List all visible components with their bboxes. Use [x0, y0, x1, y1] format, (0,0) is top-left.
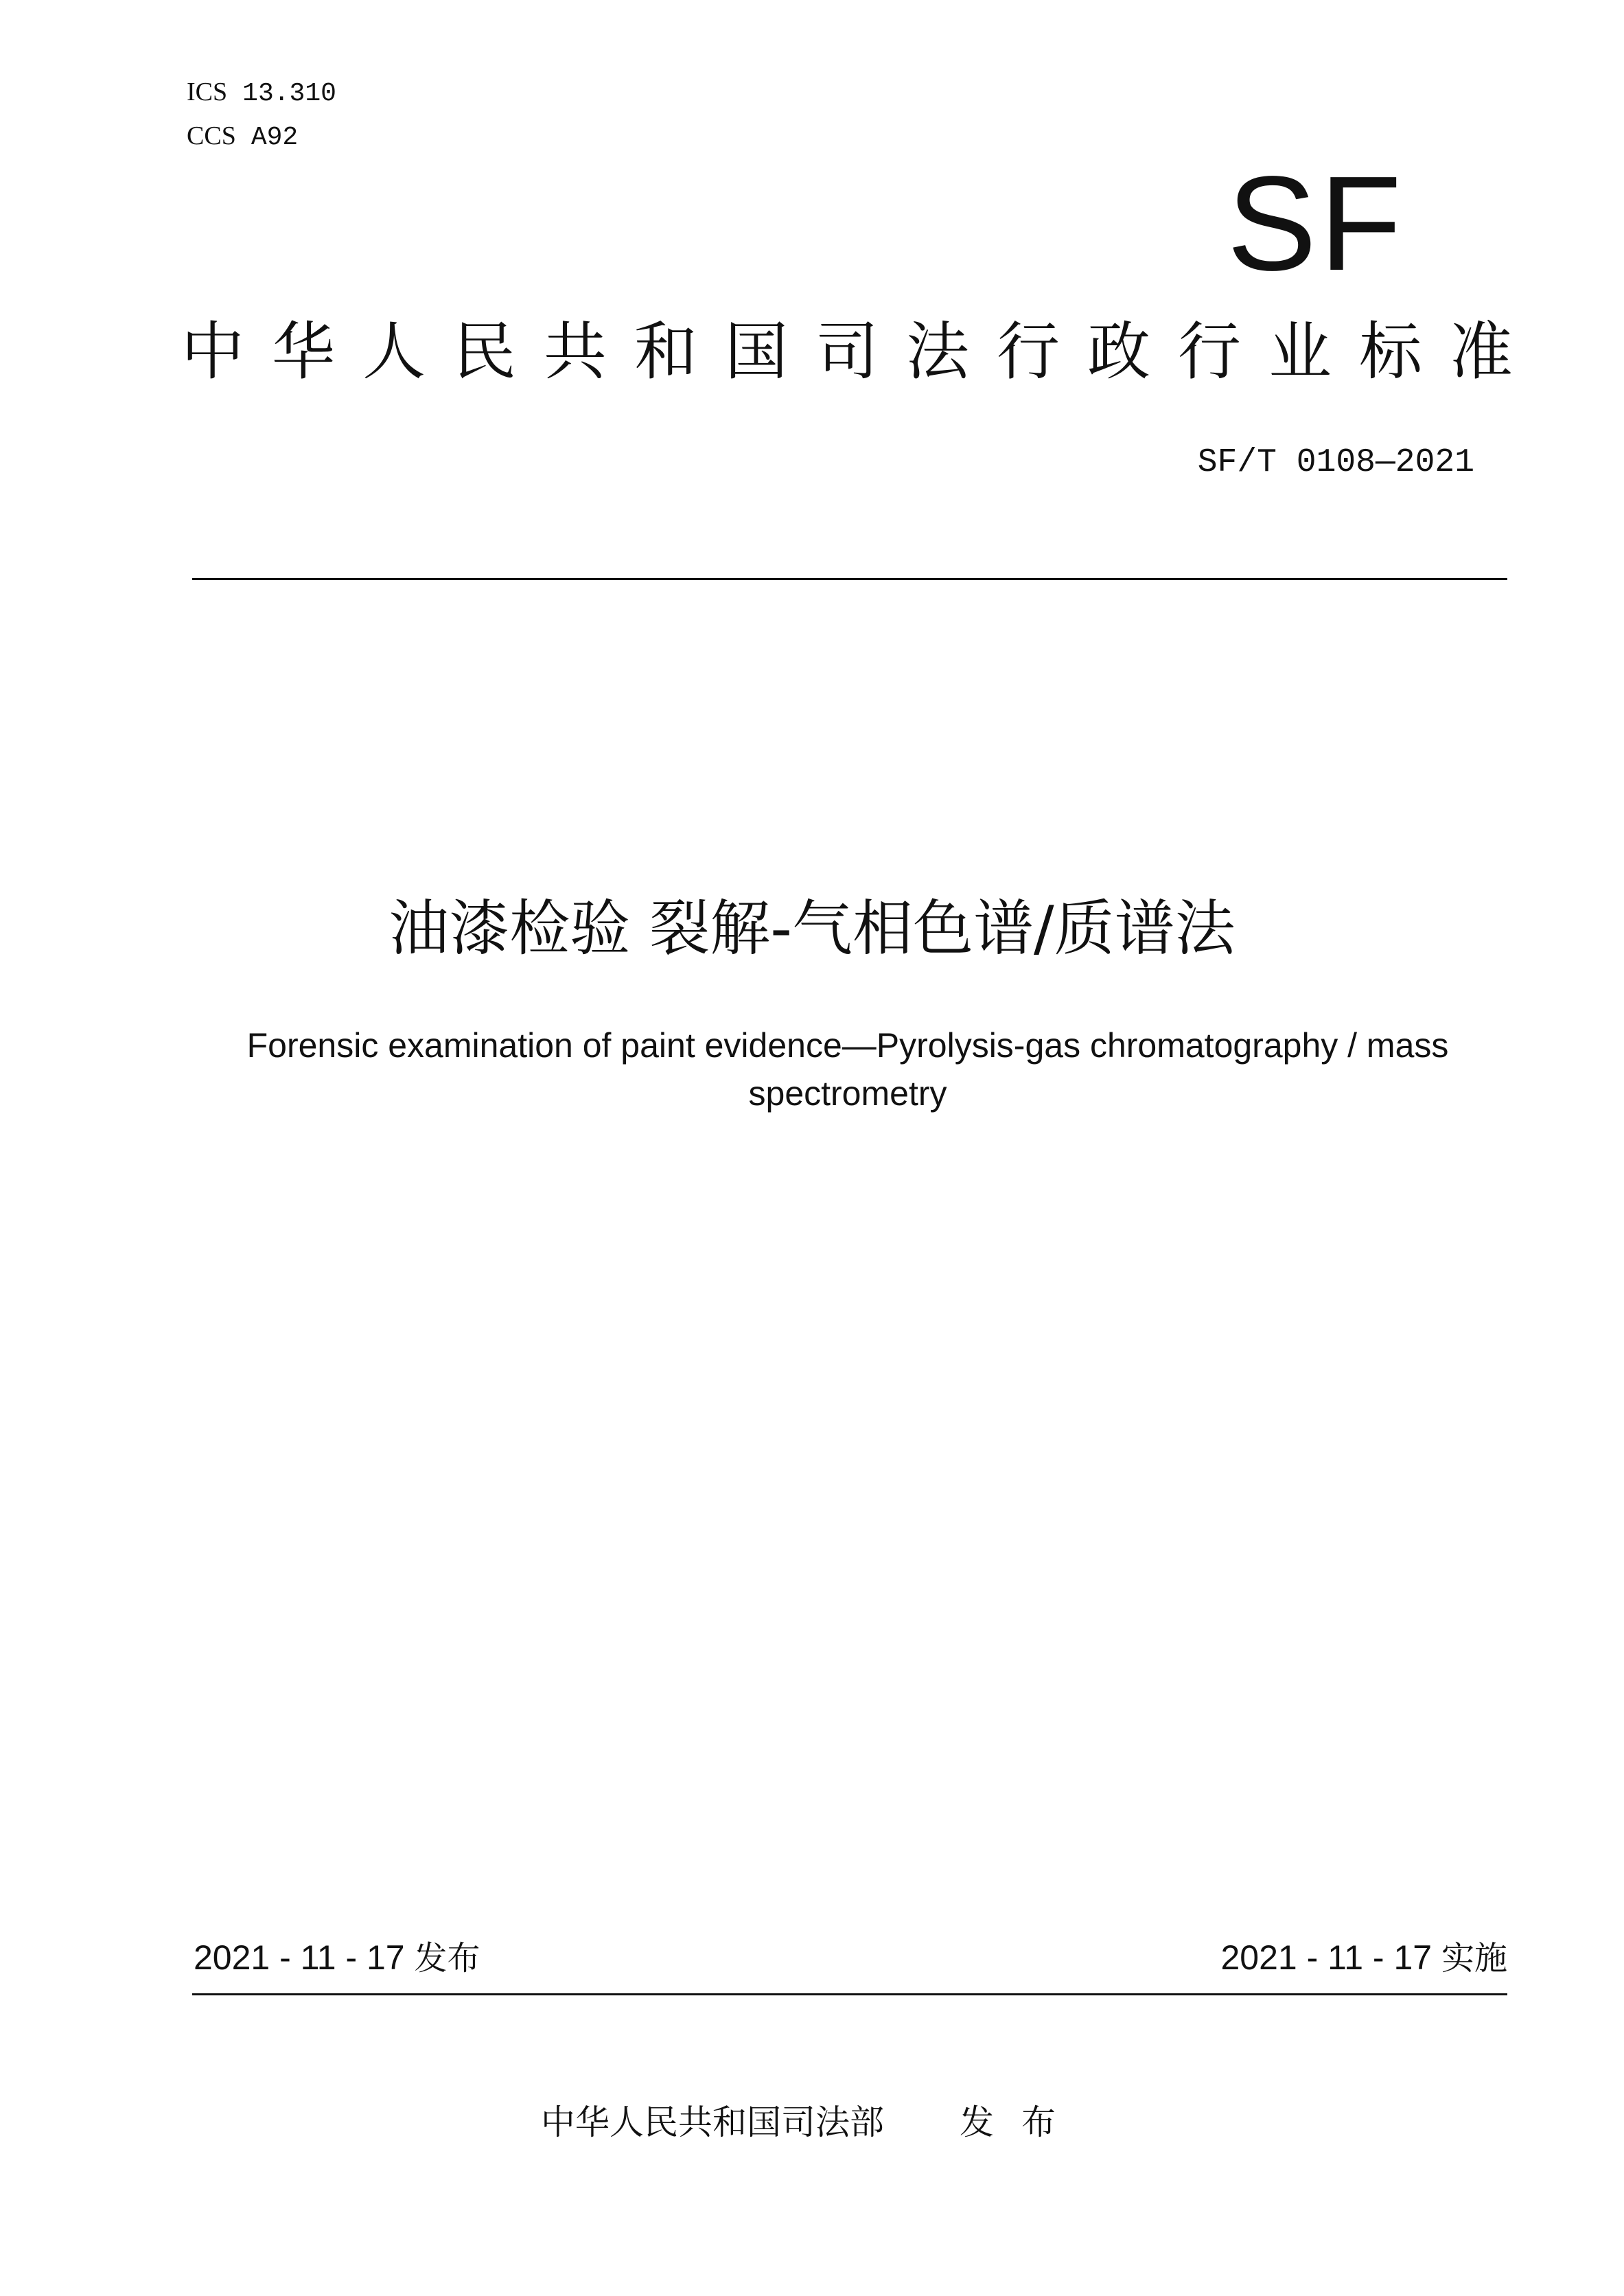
publisher-name: 中华人民共和国司法部: [541, 2102, 884, 2142]
ics-label: ICS: [187, 78, 228, 106]
issue-date: 2021 - 11 - 17: [194, 1938, 405, 1977]
issue-date-line: [194, 1937, 480, 1979]
standard-category: 中华人民共和国司法行政行业标准: [181, 315, 1541, 389]
ccs-label: CCS: [187, 121, 236, 150]
title-english: Forensic examination of paint evidence—Pyrolysis-gas chromatography / mass spectrometry: [246, 1026, 1449, 1113]
implementation-label: 实施: [1441, 1939, 1507, 1978]
ics-classification: [187, 77, 336, 109]
implementation-date: 2021 - 11 - 17: [1220, 1938, 1432, 1977]
standard-number: SF/T 0108—2021: [1197, 444, 1474, 481]
publisher-line: [0, 2100, 1624, 2144]
title-chinese: 油漆检验 裂解-气相色谱/质谱法: [388, 893, 1236, 964]
publisher-release-label: 发布: [960, 2102, 1083, 2142]
sf-logo: SF: [1227, 148, 1404, 299]
ccs-code: A92: [251, 123, 299, 152]
implementation-date-line: [1220, 1937, 1507, 1979]
bottom-divider: [192, 1993, 1507, 1995]
issue-label: 发布: [414, 1939, 480, 1978]
top-divider: [192, 578, 1507, 580]
ics-code: 13.310: [242, 79, 336, 108]
ccs-classification: [187, 121, 298, 153]
